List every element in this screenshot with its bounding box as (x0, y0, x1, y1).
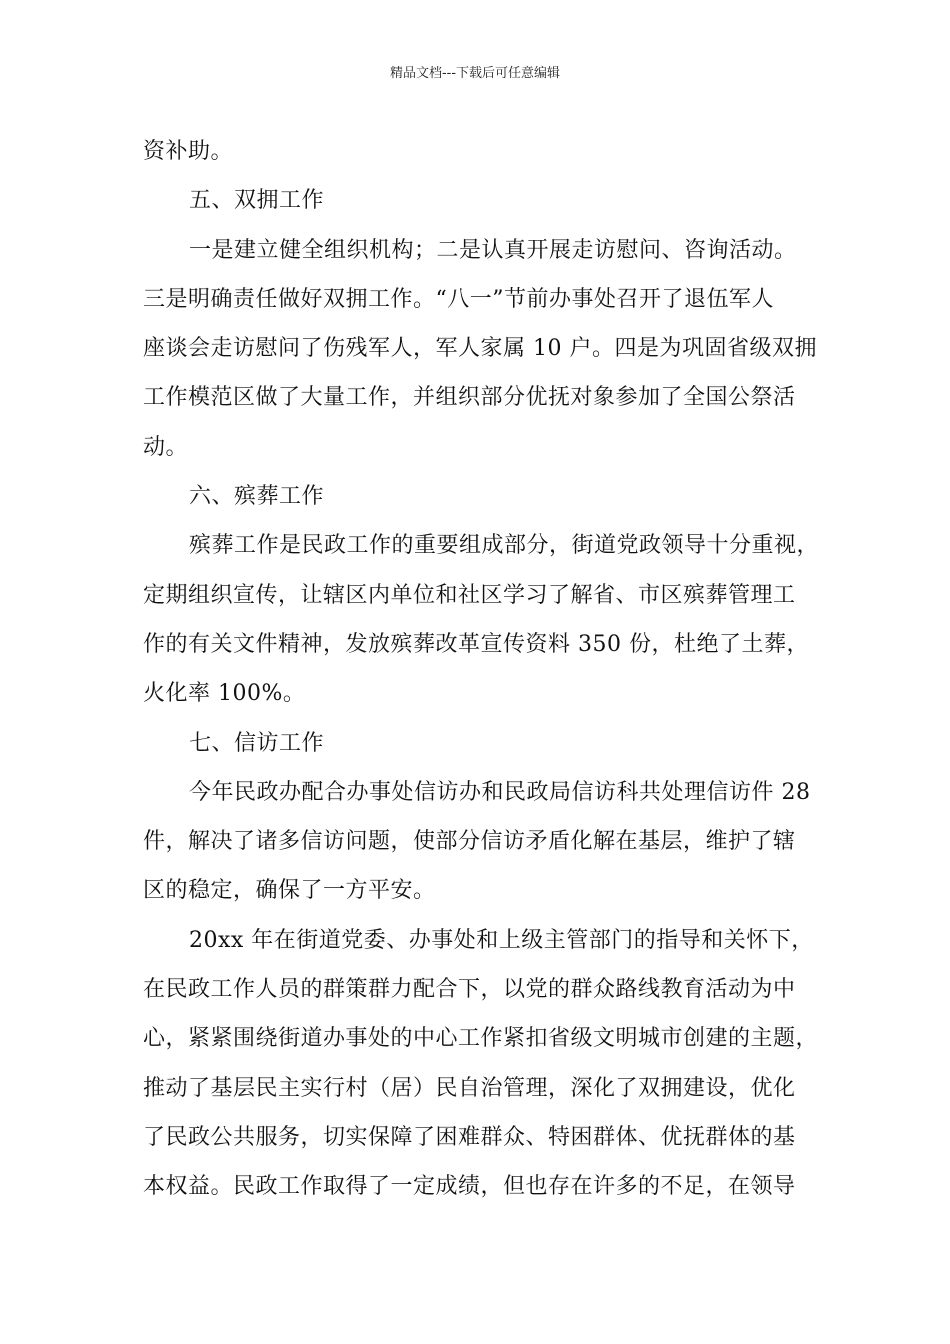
text-line: 推动了基层民主实行村（居）民自治管理，深化了双拥建设，优化 (143, 1075, 796, 1101)
text-line: 今年民政办配合办事处信访办和民政局信访科共处理信访件 28 (189, 779, 811, 805)
text-line: 区的稳定，确保了一方平安。 (143, 878, 436, 904)
page-header: 精品文档---下载后可任意编辑 (389, 66, 561, 81)
text-line: 殡葬工作是民政工作的重要组成部分，街道党政领导十分重视， (189, 533, 820, 559)
text-line: 火化率 100%。 (143, 681, 306, 707)
text-line: 三是明确责任做好双拥工作。“八一”节前办事处召开了退伍军人 (143, 286, 774, 312)
text-line: 作的有关文件精神，发放殡葬改革宣传资料 350 份，杜绝了土葬， (143, 631, 809, 657)
document-body (143, 127, 820, 1212)
text-line: 定期组织宣传，让辖区内单位和社区学习了解省、市区殡葬管理工 (143, 582, 796, 608)
text-line: 20xx 年在街道党委、办事处和上级主管部门的指导和关怀下， (189, 927, 814, 953)
text-line: 本权益。民政工作取得了一定成绩，但也存在许多的不足，在领导 (143, 1174, 796, 1200)
text-line: 了民政公共服务，切实保障了困难群众、特困群体、优抚群体的基 (143, 1124, 796, 1150)
section-heading-xinfang: 七、信访工作 (189, 730, 325, 756)
text-line: 工作模范区做了大量工作，并组织部分优抚对象参加了全国公祭活 (143, 385, 796, 411)
section-heading-shuangyong: 五、双拥工作 (189, 188, 325, 214)
text-line: 在民政工作人员的群策群力配合下，以党的群众路线教育活动为中 (143, 977, 796, 1003)
text-line: 心，紧紧围绕街道办事处的中心工作紧扣省级文明城市创建的主题， (143, 1026, 819, 1052)
text-line: 件，解决了诸多信访问题，使部分信访矛盾化解在基层，维护了辖 (143, 829, 796, 855)
text-line: 座谈会走访慰问了伤残军人，军人家属 10 户。四是为巩固省级双拥 (143, 336, 817, 362)
text-line: 资补助。 (143, 139, 234, 164)
text-line: 动。 (143, 434, 189, 460)
text-line: 一是建立健全组织机构；二是认真开展走访慰问、咨询活动。 (189, 237, 797, 263)
section-heading-binzang: 六、殡葬工作 (189, 484, 325, 510)
